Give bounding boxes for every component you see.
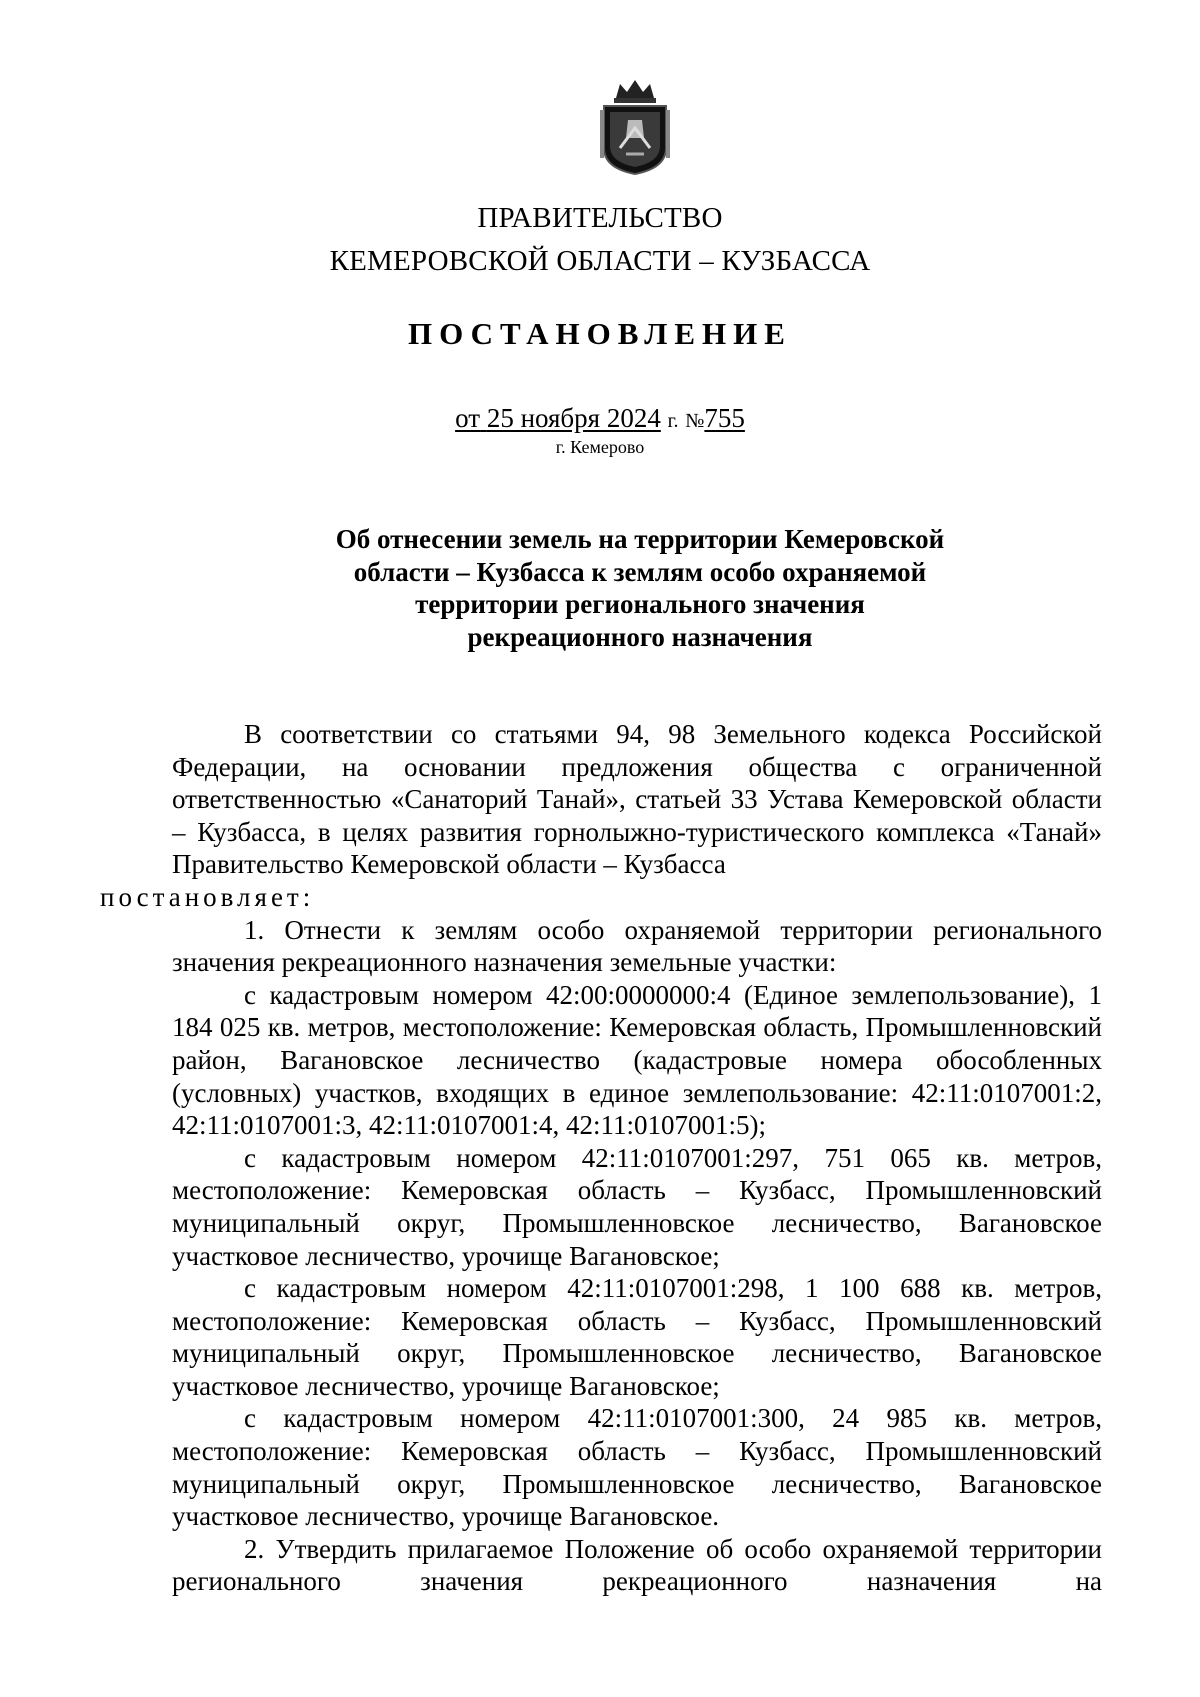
document-type: ПОСТАНОВЛЕНИЕ xyxy=(408,316,792,351)
land-plot-3: с кадастровым номером 42:11:0107001:298, 1 100 688 кв. метров, местоположение: Кемеровская область – Кузбасс, Промышленновский муниципальный округ, Промышленновское лесничество, Вагановское участковое лесничество, урочище Вагановское; xyxy=(172,1273,1102,1401)
city: г. Кемерово xyxy=(555,437,645,457)
number-sign: № xyxy=(685,410,705,432)
date-number-line xyxy=(0,403,1200,434)
coat-of-arms-icon xyxy=(598,76,672,176)
title-line: Об отнесении земель на территории Кемеровской xyxy=(335,524,945,554)
preamble-text: В соответствии со статьями 94, 98 Земельного кодекса Российской Федерации, на основании предложения общества с ограниченной ответственностью «Санаторий Танай», статьей 33 Устава Кемеровской области – Кузбасса, в целях развития горнолыжно-туристического комплекса «Танай» Правительство Кемеровской области – Кузбасса xyxy=(172,719,1102,880)
land-plot-4: с кадастровым номером 42:11:0107001:300, 24 985 кв. метров, местоположение: Кемеровская область – Кузбасс, Промышленновский муниципальный округ, Промышленновское лесничество, Вагановское участковое лесничество, урочище Вагановское. xyxy=(172,1403,1102,1532)
decree-number: 755 xyxy=(704,403,745,433)
title-line: территории регионального значения xyxy=(415,589,865,619)
date-prefix: от xyxy=(455,403,481,433)
government-name-line1: ПРАВИТЕЛЬСТВО xyxy=(477,202,723,234)
item-1: 1. Отнести к землям особо охраняемой территории регионального значения рекреационного назначения земельные участки: xyxy=(172,914,1102,978)
resolves-word: постановляет: xyxy=(100,881,315,912)
title-line: области – Кузбасса к землям особо охраняемой xyxy=(353,556,927,587)
land-plot-1: с кадастровым номером 42:00:0000000:4 (Единое землепользование), 1 184 025 кв. метров, местоположение: Кемеровская область, Промышленновский район, Вагановское лесничество (кадастровые номера обособленных (условных) участков, входящих в единое землепользование: 42:11:0107001:2, 42:11:0107001:3, 42:11:0107001:4, 42:11:0107001:5); xyxy=(172,979,1102,1141)
item-2: 2. Утвердить прилагаемое Положение об особо охраняемой территории регионального значения рекреационного назначения на xyxy=(172,1533,1102,1597)
government-name-line2: КЕМЕРОВСКОЙ ОБЛАСТИ – КУЗБАССА xyxy=(329,245,871,277)
decree-title xyxy=(290,523,990,653)
preamble-paragraph xyxy=(100,718,1102,914)
decree-date: 25 ноября 2024 xyxy=(486,403,661,433)
title-line: рекреационного назначения xyxy=(467,621,813,652)
decree-body xyxy=(100,718,1102,1598)
year-suffix: г. xyxy=(667,410,679,432)
land-plot-2: с кадастровым номером 42:11:0107001:297, 751 065 кв. метров, местоположение: Кемеровская область – Кузбасс, Промышленновский муниципальный округ, Промышленновское лесничество, Вагановское участковое лесничество, урочище Вагановское; xyxy=(172,1142,1102,1271)
